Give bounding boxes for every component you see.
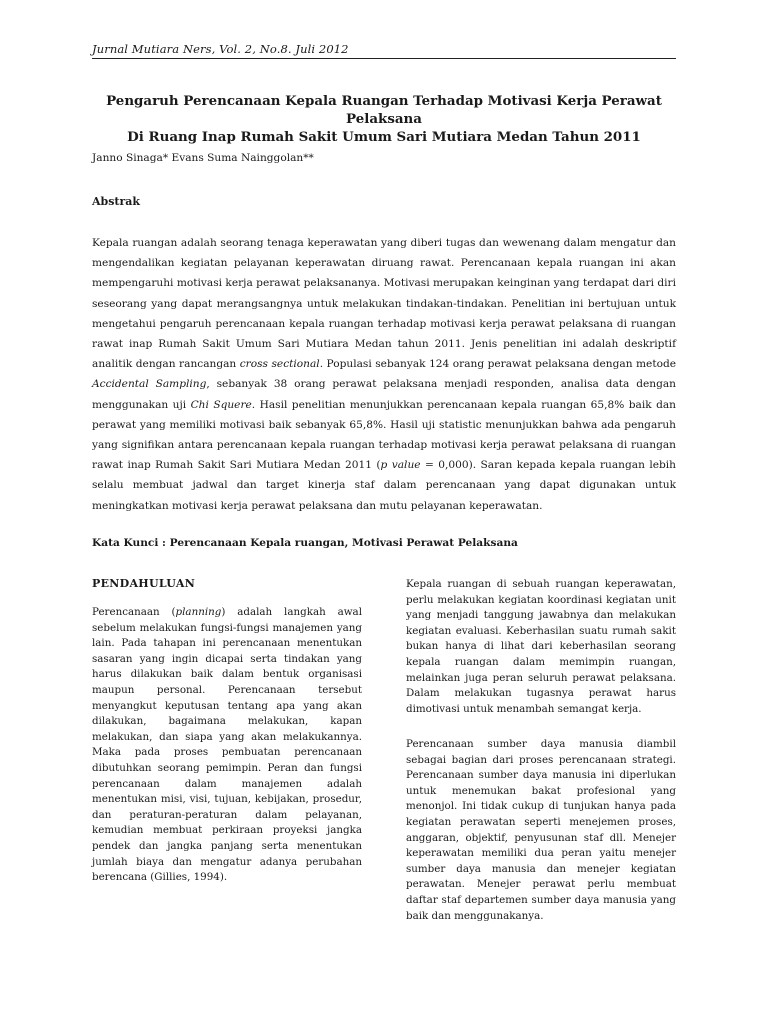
abstract-heading: Abstrak (92, 195, 141, 208)
abstract-text-b: . Populasi sebanyak 124 orang perawat pelaksana dengan metode (319, 358, 677, 371)
pendahuluan-paragraph-2: Kepala ruangan di sebuah ruangan keperawatan, perlu melakukan kegiatan koordinasi kegiatan unit yang menjadi tanggung jawabnya dan melakukan kegiatan evaluasi. Keberhasilan suatu rumah sakit bukan hanya di lihat dari keberhasilan seorang kepala ruangan dalam memimpin ruangan, melainkan juga peran seluruh perawat pelaksana. Dalam melakukan tugasnya perawat harus dimotivasi untuk menambah semangat kerja. (406, 578, 676, 715)
abstract-text-e: = 0,000). Saran kepada kepala ruangan lebih selalu membuat jadwal dan target kinerja staf dalam perencanaan yang dapat digunakan untuk meningkatkan motivasi kerja perawat pelaksana dan mutu pelayanan keperawatan. (92, 459, 676, 512)
section-heading-pendahuluan: PENDAHULUAN (92, 577, 196, 590)
article-title (92, 92, 676, 146)
header-divider (92, 58, 676, 59)
abstract-text-d: . Hasil penelitian menunjukkan perencanaan kepala ruangan 65,8% baik dan perawat yang memiliki motivasi baik sebanyak 65,8%. Hasil uji statistic menunjukkan bahwa ada pengaruh yang signifikan antara perencanaan kepala ruangan terhadap motivasi kerja perawat pelaksana di ruangan rawat inap Rumah Sakit Sari Mutiara Medan 2011 ( (92, 398, 676, 472)
abstract-italic-cross-sectional: cross sectional (239, 358, 320, 371)
title-line-2: Di Ruang Inap Rumah Sakit Umum Sari Mutiara Medan Tahun 2011 (127, 129, 641, 145)
abstract-italic-p-value: p value (380, 459, 421, 472)
paragraph-1-text-b: ) adalah langkah awal sebelum melakukan fungsi-fungsi manajemen yang lain. Pada tahapan ini perencanaan menentukan sasaran yang ingin dicapai serta tindakan yang harus dilakukan baik dalam bentuk organisasi maupun personal. Perencanaan tersebut menyangkut keputusan tentang apa yang akan dilakukan, bagaimana melakukan, kapan melakukan, dan siapa yang akan melakukannya. Maka pada proses pembuatan perencanaan dibutuhkan seorang pemimpin. Peran dan fungsi perencanaan dalam manajemen adalah menentukan misi, visi, tujuan, kebijakan, prosedur, dan peraturan-peraturan dalam pelayanan, kemudian membuat perkiraan proyeksi jangka pendek dan jangka panjang serta menentukan jumlah biaya dan mengatur adanya perubahan berencana (Gillies, 1994). (92, 606, 362, 884)
paragraph-1-text-a: Perencanaan ( (92, 606, 176, 618)
abstract-text-c: , sebanyak 38 orang perawat pelaksana menjadi responden, analisa data dengan menggunakan uji (92, 378, 677, 411)
pendahuluan-paragraph-3: Perencanaan sumber daya manusia diambil sebagai bagian dari proses perencanaan strategi. Perencanaan sumber daya manusia ini diperlukan untuk menemukan bakat profesional yang menonjol. Ini tidak cukup di tunjukan hanya pada kegiatan perawatan seperti menejemen proses, anggaran, objektif, penyusunan staf dll. Menejer keperawatan memiliki dua peran yaitu menejer sumber daya manusia dan menejer kegiatan perawatan. Menejer perawat perlu membuat daftar staf departemen sumber daya manusia yang baik dan menggunakanya. (406, 738, 676, 922)
abstract-body (92, 233, 676, 516)
paragraph-1-italic-planning: planning (175, 606, 222, 618)
keywords: Kata Kunci : Perencanaan Kepala ruangan, Motivasi Perawat Pelaksana (92, 537, 518, 549)
pendahuluan-paragraph-1 (92, 605, 362, 886)
title-line-1: Pengaruh Perencanaan Kepala Ruangan Terhadap Motivasi Kerja Perawat Pelaksana (106, 93, 662, 127)
journal-header: Jurnal Mutiara Ners, Vol. 2, No.8. Juli 2012 (92, 42, 349, 56)
abstract-italic-chi-squere: Chi Squere (190, 398, 252, 411)
abstract-text-a: Kepala ruangan adalah seorang tenaga keperawatan yang diberi tugas dan wewenang dalam mengatur dan mengendalikan kegiatan pelayanan keperawatan diruang rawat. Perencanaan kepala ruangan ini akan mempengaruhi motivasi kerja perawat pelaksananya. Motivasi merupakan keinginan yang terdapat dari diri seseorang yang dapat merangsangnya untuk melakukan tindakan-tindakan. Penelitian ini bertujuan untuk mengetahui pengaruh perencanaan kepala ruangan terhadap motivasi kerja perawat pelaksana di ruangan rawat inap Rumah Sakit Umum Sari Mutiara Medan tahun 2011. Jenis penelitian ini adalah deskriptif analitik dengan rancangan (92, 237, 676, 371)
authors: Janno Sinaga* Evans Suma Nainggolan** (92, 152, 314, 164)
abstract-italic-accidental-sampling: Accidental Sampling (92, 378, 207, 391)
